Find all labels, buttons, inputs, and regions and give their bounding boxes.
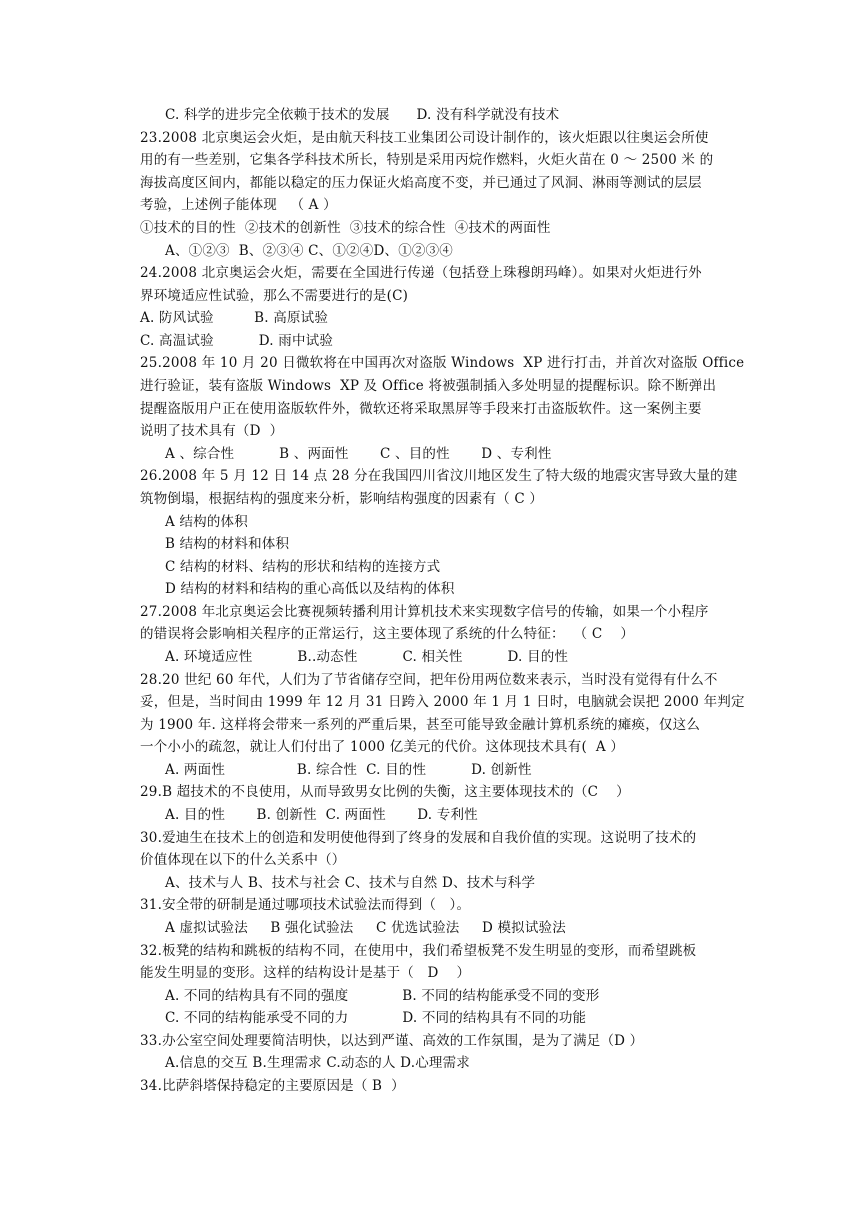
question-31: 31.安全带的研制是通过哪项技术试验法而得到（ ）。 <box>140 897 471 913</box>
text-line: 价值体现在以下的什么关系中（） <box>140 852 346 868</box>
answer-options: A 虚拟试验法 B 强化试验法 C 优选试验法 D 模拟试验法 <box>165 920 566 936</box>
answer-option: A 结构的体积 <box>165 514 248 530</box>
answer-option: D 结构的材料和结构的重心高低以及结构的体积 <box>165 581 455 597</box>
answer-options: A. 两面性 B. 综合性 C. 目的性 D. 创新性 <box>165 762 532 778</box>
question-34: 34.比萨斜塔保持稳定的主要原因是（ B ） <box>140 1078 405 1094</box>
text-line: 筑物倒塌，根据结构的强度来分析，影响结构强度的因素有（ C ） <box>140 491 544 507</box>
answer-options: A.信息的交互 B.生理需求 C.动态的人 D.心理需求 <box>165 1055 470 1071</box>
text-line: C. 科学的进步完全依赖于技术的发展 D. 没有科学就没有技术 <box>165 107 560 123</box>
answer-options: A. 环境适应性 B..动态性 C. 相关性 D. 目的性 <box>165 649 569 665</box>
question-28: 28.20 世纪 60 年代，人们为了节省储存空间，把年份用两位数来表示，当时没有觉得有什么不 <box>140 672 718 688</box>
text-line: 海拔高度区间内，都能以稳定的压力保证火焰高度不变，并已通过了风洞、淋雨等测试的层层 <box>140 175 702 191</box>
answer-options: A. 目的性 B. 创新性 C. 两面性 D. 专利性 <box>165 807 478 823</box>
question-26: 26.2008 年 5 月 12 日 14 点 28 分在我国四川省汶川地区发生了特大级的地震灾害导致大量的建 <box>140 468 738 484</box>
question-30: 30.爱迪生在技术上的创造和发明使他得到了终身的发展和自我价值的实现。这说明了技术的 <box>140 830 697 846</box>
answer-options: A. 不同的结构具有不同的强度 B. 不同的结构能承受不同的变形 <box>165 988 600 1004</box>
text-line: 能发生明显的变形。这样的结构设计是基于（ D ） <box>140 965 471 981</box>
answer-options: A. 防风试验 B. 高原试验 <box>140 310 329 326</box>
text-line: 的错误将会影响相关程序的正常运行，这主要体现了系统的什么特征： （ C ） <box>140 626 635 642</box>
text-line: 考验，上述例子能体现 （ A ） <box>140 197 337 213</box>
text-line: 进行验证，装有盗版 Windows XP 及 Office 将被强制插入多处明显的提醒标识。除不断弹出 <box>140 378 717 394</box>
text-line: 用的有一些差别，它集各学科技术所长，特别是采用丙烷作燃料，火炬火苗在 0 ～ 2500 米 的 <box>140 152 714 168</box>
text-line: 说明了技术具有（D ） <box>140 423 284 439</box>
answer-options: C. 不同的结构能承受不同的力 D. 不同的结构具有不同的功能 <box>165 1010 587 1026</box>
answer-options: A、①②③ B、②③④ C、①②④D、①②③④ <box>165 243 453 259</box>
question-32: 32.板凳的结构和跳板的结构不同，在使用中，我们希望板凳不发生明显的变形，而希望跳板 <box>140 943 697 959</box>
answer-options: A 、综合性 B 、两面性 C 、目的性 D 、专利性 <box>165 446 552 462</box>
question-27: 27.2008 年北京奥运会比赛视频转播利用计算机技术来实现数字信号的传输，如果一个小程序 <box>140 604 709 620</box>
text-line: 一个小小的疏忽，就让人们付出了 1000 亿美元的代价。这体现技术具有( A ） <box>140 739 625 755</box>
question-33: 33.办公室空间处理要简洁明快，以达到严谨、高效的工作氛围，是为了满足（D ） <box>140 1033 644 1049</box>
answer-options: C. 高温试验 D. 雨中试验 <box>140 333 334 349</box>
text-line: 妥，但是，当时间由 1999 年 12 月 31 日跨入 2000 年 1 月 1 日时，电脑就会误把 2000 年判定 <box>140 694 745 710</box>
text-line: 提醒盗版用户正在使用盗版软件外，微软还将采取黑屏等手段来打击盗版软件。这一案例主要 <box>140 401 702 417</box>
text-line: 为 1900 年. 这样将会带来一系列的严重后果，甚至可能导致金融计算机系统的瘫痪，仅这么 <box>140 717 701 733</box>
question-23: 23.2008 北京奥运会火炬，是由航天科技工业集团公司设计制作的，该火炬跟以往奥运会所使 <box>140 130 709 146</box>
question-24: 24.2008 北京奥运会火炬，需要在全国进行传递（包括登上珠穆朗玛峰）。如果对火炬进行外 <box>140 265 702 281</box>
question-29: 29.B 超技术的不良使用，从而导致男女比例的失衡，这主要体现技术的（C ） <box>140 784 630 800</box>
answer-option: C 结构的材料、结构的形状和结构的连接方式 <box>165 559 441 575</box>
text-line: 界环境适应性试验，那么不需要进行的是(C) <box>140 288 409 304</box>
answer-options: A、技术与人 B、技术与社会 C、技术与自然 D、技术与科学 <box>165 875 536 891</box>
question-25: 25.2008 年 10 月 20 日微软将在中国再次对盗版 Windows XP 进行打击，并首次对盗版 Office <box>140 355 745 371</box>
answer-option: B 结构的材料和体积 <box>165 536 290 552</box>
text-line: ①技术的目的性 ②技术的创新性 ③技术的综合性 ④技术的两面性 <box>140 220 551 236</box>
